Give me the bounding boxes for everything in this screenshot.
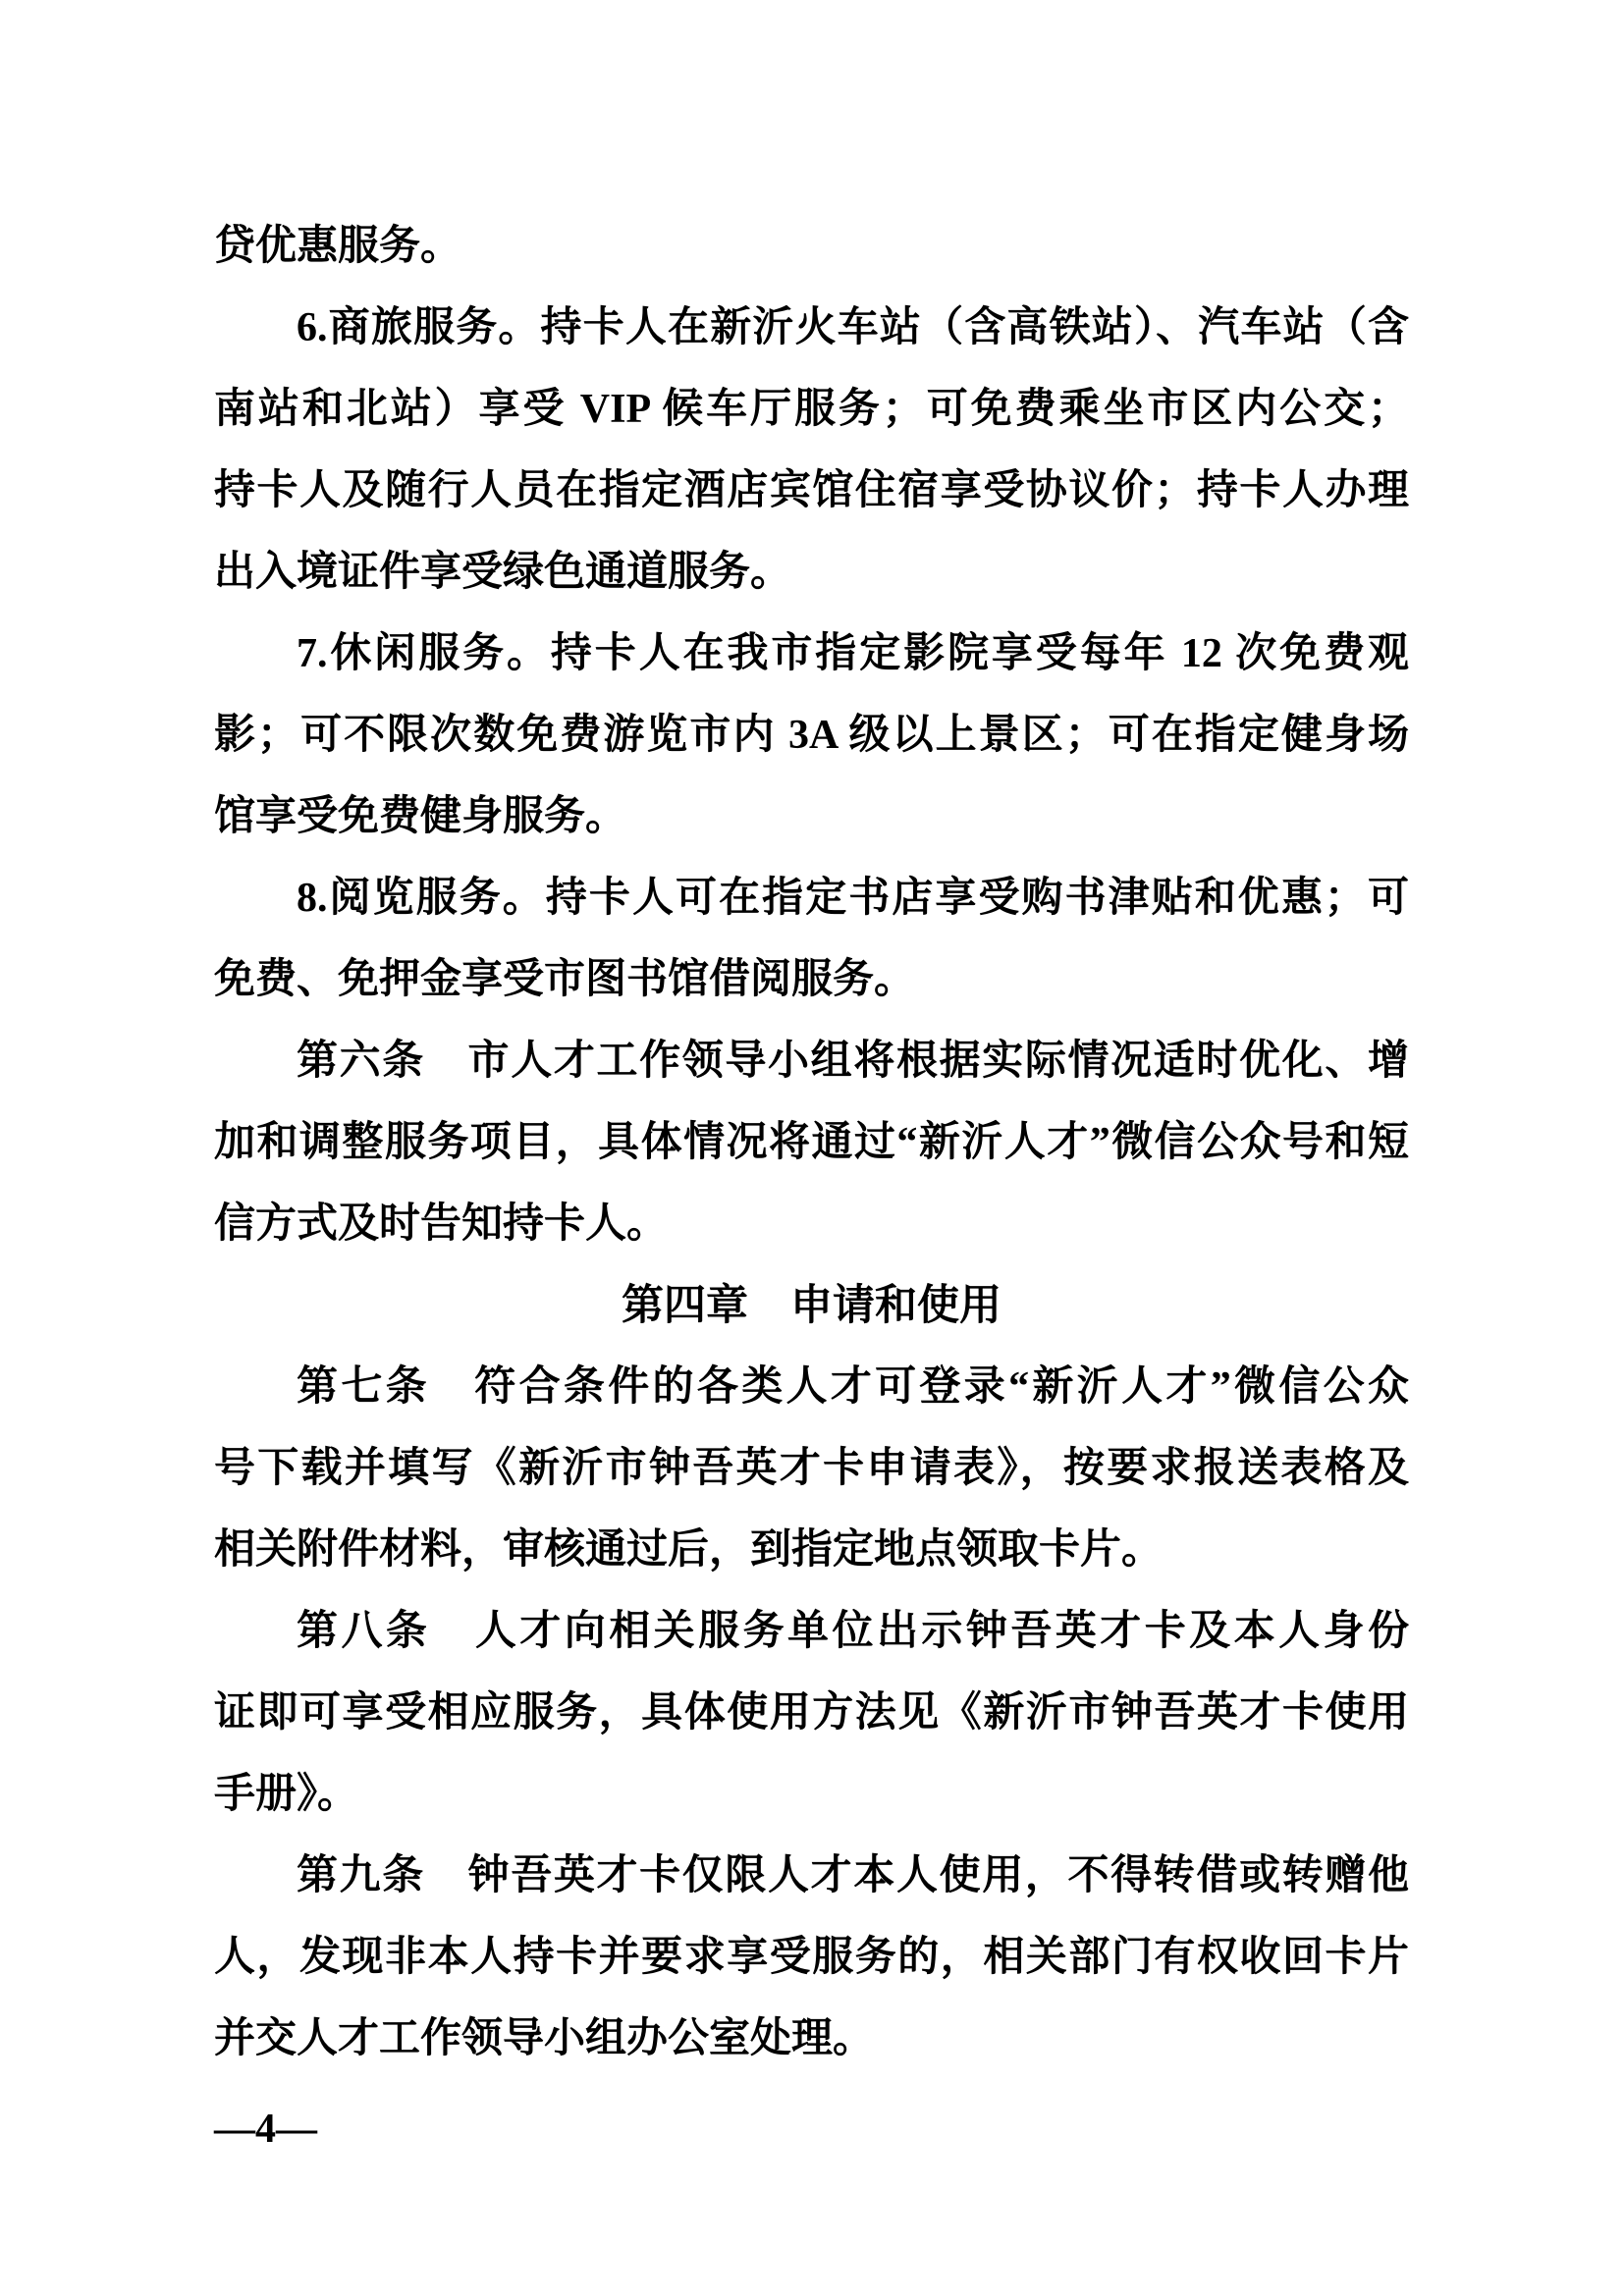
paragraph-line: 6.商旅服务。持卡人在新沂火车站（含高铁站）、汽车站（含 (297, 305, 1409, 350)
page-number: —4— (214, 2107, 317, 2152)
paragraph-line: 号下载并填写《新沂市钟吾英才卡申请表》，按要求报送表格及 (214, 1446, 1409, 1491)
article-9-line: 第九条 钟吾英才卡仅限人才本人使用，不得转借或转赠他 (297, 1853, 1409, 1898)
paragraph-line: 并交人才工作领导小组办公室处理。 (214, 2016, 875, 2061)
paragraph-line: 手册》。 (214, 1772, 359, 1817)
paragraph-line: 出入境证件享受绿色通道服务。 (214, 550, 792, 595)
paragraph-line: 加和调整服务项目，具体情况将通过“新沂人才”微信公众号和短 (214, 1120, 1409, 1165)
paragraph-line: 持卡人及随行人员在指定酒店宾馆住宿享受协议价；持卡人办理 (214, 468, 1409, 513)
paragraph-line: 信方式及时告知持卡人。 (214, 1201, 669, 1247)
document-body (214, 206, 1409, 2161)
chapter-heading: 第四章 申请和使用 (622, 1282, 1001, 1329)
paragraph-line: 相关附件材料，审核通过后，到指定地点领取卡片。 (214, 1527, 1164, 1573)
article-6-line: 第六条 市人才工作领导小组将根据实际情况适时优化、增 (297, 1039, 1409, 1084)
paragraph-line: 馆享受免费健身服务。 (214, 794, 627, 839)
article-8-line: 第八条 人才向相关服务单位出示钟吾英才卡及本人身份 (297, 1609, 1409, 1654)
paragraph-line: 8.阅览服务。持卡人可在指定书店享受购书津贴和优惠；可 (297, 876, 1409, 921)
paragraph-line: 证即可享受相应服务，具体使用方法见《新沂市钟吾英才卡使用 (214, 1690, 1409, 1735)
article-7-line: 第七条 符合条件的各类人才可登录“新沂人才”微信公众 (297, 1364, 1409, 1410)
paragraph-line: 影；可不限次数免费游览市内 3A 级以上景区；可在指定健身场 (214, 713, 1409, 758)
paragraph-line: 免费、免押金享受市图书馆借阅服务。 (214, 957, 916, 1002)
paragraph-line: 贷优惠服务。 (214, 224, 462, 269)
paragraph-line: 南站和北站）享受 VIP 候车厅服务；可免费乘坐市区内公交； (214, 387, 1409, 432)
paragraph-line: 人，发现非本人持卡并要求享受服务的，相关部门有权收回卡片 (214, 1935, 1409, 1980)
paragraph-line: 7.休闲服务。持卡人在我市指定影院享受每年 12 次免费观 (297, 631, 1409, 676)
